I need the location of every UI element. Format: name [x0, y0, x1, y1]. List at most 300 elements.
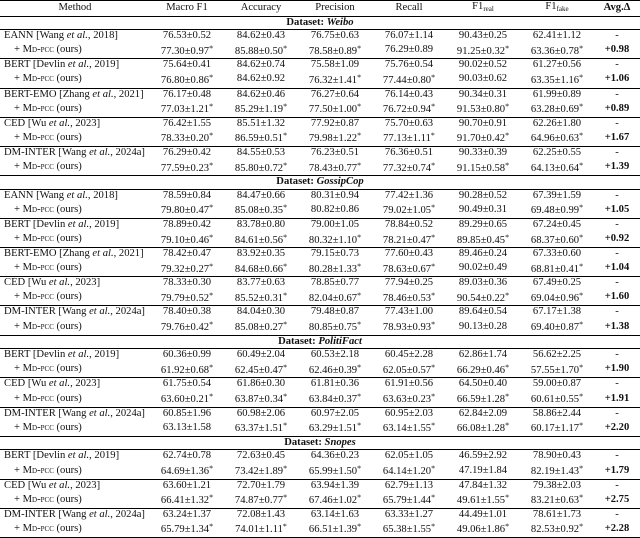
- value-cell: [372, 391, 446, 407]
- avg-delta-cell: -: [594, 146, 640, 159]
- value-cell: [150, 378, 224, 391]
- value-cell: [520, 72, 594, 88]
- value-cell: [150, 130, 224, 146]
- value-text: 84.55±0.53: [236, 146, 286, 158]
- value-text: 64.13±0.64: [530, 162, 580, 174]
- value-text: 73.42±1.89: [234, 466, 284, 477]
- method-cell: [0, 88, 150, 101]
- value-cell: [298, 218, 372, 231]
- value-text: 79.98±1.22: [308, 133, 358, 145]
- value-cell: [224, 508, 298, 521]
- dataset-prefix: Dataset:: [284, 436, 322, 448]
- value-text: 77.03±1.21: [160, 104, 210, 116]
- value-cell: [150, 117, 224, 130]
- dataset-name: Weibo: [326, 16, 354, 28]
- avg-delta-cell: -: [615, 30, 619, 42]
- method-cell: [0, 43, 150, 59]
- value-text: 78.33±0.30: [162, 277, 212, 289]
- value-cell: [298, 202, 372, 218]
- method-name: DM-INTER [Wang et al., 2024a]: [4, 508, 145, 520]
- ours-name: d-pcc: [32, 363, 54, 375]
- method-cell: [0, 463, 150, 479]
- value-cell: [446, 450, 520, 463]
- significance-star: *: [431, 320, 436, 330]
- value-cell: [298, 30, 372, 43]
- table-row-ours: [0, 362, 640, 378]
- header-precision: Precision: [298, 1, 372, 17]
- value-cell: [446, 463, 520, 479]
- value-cell: [520, 59, 594, 72]
- value-cell: [224, 521, 298, 537]
- value-text: 63.84±0.37: [308, 394, 358, 406]
- method-cell: [0, 202, 150, 218]
- method-cell: [0, 319, 150, 335]
- avg-delta-cell: -: [615, 189, 619, 201]
- value-cell: [298, 378, 372, 391]
- method-name: BERT-EMO [Zhang et al., 2021]: [4, 248, 144, 260]
- significance-star: *: [431, 203, 436, 213]
- value-text: 90.34±0.31: [458, 88, 508, 100]
- ours-suffix: (ours): [53, 131, 82, 143]
- significance-star: *: [431, 232, 436, 242]
- value-text: 58.86±2.44: [532, 407, 582, 419]
- method-cell: [0, 306, 150, 319]
- significance-star: *: [283, 392, 288, 402]
- avg-delta-cell: -: [594, 407, 640, 420]
- value-text: 60.36±0.99: [162, 349, 212, 361]
- value-text: 78.61±1.73: [532, 508, 582, 520]
- significance-star: *: [579, 464, 584, 473]
- value-cell: [298, 72, 372, 88]
- value-cell: [446, 349, 520, 362]
- value-text: 79.10±0.46: [160, 234, 210, 246]
- value-text: 65.99±1.50: [308, 466, 358, 477]
- value-text: 69.04±0.96: [530, 292, 580, 304]
- value-text: 76.75±0.63: [310, 30, 360, 42]
- method-cell: [0, 391, 150, 407]
- value-text: 60.85±1.96: [162, 407, 212, 419]
- value-text: 78.63±0.67: [382, 263, 432, 275]
- value-cell: [446, 290, 520, 306]
- value-text: 65.79±1.34: [160, 524, 210, 536]
- value-text: 72.63±0.45: [236, 450, 286, 462]
- significance-star: *: [357, 522, 362, 532]
- value-cell: [520, 146, 594, 159]
- table-row-baseline: [0, 450, 640, 463]
- value-cell: [520, 232, 594, 248]
- value-cell: [446, 521, 520, 537]
- method-cell: [0, 189, 150, 202]
- significance-star: *: [579, 362, 584, 372]
- ours-name: d-pcc: [32, 392, 54, 404]
- value-cell: [150, 521, 224, 537]
- ours-name: d-pcc: [32, 262, 54, 274]
- significance-star: *: [209, 261, 214, 271]
- value-text: 80.31±0.94: [310, 189, 360, 201]
- method-name: EANN [Wang et al., 2018]: [4, 30, 118, 42]
- value-text: 78.89±0.42: [162, 218, 212, 230]
- method-cell: [0, 117, 150, 130]
- value-text: 61.27±0.56: [532, 59, 582, 71]
- significance-star: *: [431, 290, 436, 300]
- ours-suffix: (ours): [53, 102, 82, 114]
- value-text: 78.33±0.20: [160, 133, 210, 145]
- method-cell: [0, 261, 150, 277]
- significance-star: *: [357, 72, 362, 82]
- value-cell: [224, 30, 298, 43]
- ours-suffix: (ours): [53, 233, 82, 244]
- value-cell: [224, 277, 298, 290]
- value-cell: [224, 117, 298, 130]
- value-cell: [150, 101, 224, 117]
- value-cell: [150, 450, 224, 463]
- significance-star: *: [283, 362, 288, 372]
- value-cell: [446, 202, 520, 218]
- value-cell: [446, 420, 520, 436]
- value-cell: [520, 130, 594, 146]
- value-cell: [520, 479, 594, 492]
- significance-star: *: [209, 160, 214, 170]
- value-text: 49.06±1.86: [456, 524, 506, 536]
- value-text: 63.28±0.69: [530, 104, 580, 116]
- value-cell: [520, 349, 594, 362]
- value-text: 61.91±0.56: [384, 378, 434, 390]
- value-cell: [446, 306, 520, 319]
- value-cell: [298, 117, 372, 130]
- ours-prefix: + M: [14, 203, 33, 215]
- value-text: 61.99±0.89: [532, 88, 582, 100]
- value-text: 56.62±2.25: [532, 349, 582, 361]
- significance-star: *: [283, 102, 288, 112]
- ours-suffix: (ours): [53, 262, 82, 274]
- value-cell: [224, 492, 298, 508]
- table-row-baseline: [0, 407, 640, 420]
- value-cell: [446, 248, 520, 261]
- table-row-baseline: [0, 479, 640, 492]
- value-text: 63.36±0.78: [530, 45, 580, 57]
- table-row-ours: [0, 101, 640, 117]
- value-text: 77.94±0.25: [384, 277, 434, 289]
- value-cell: [298, 407, 372, 420]
- value-cell: [224, 146, 298, 159]
- value-cell: [150, 463, 224, 479]
- value-cell: [224, 420, 298, 436]
- value-text: 66.08±1.28: [456, 423, 506, 435]
- value-text: 74.87±0.77: [234, 495, 284, 507]
- value-cell: [520, 391, 594, 407]
- significance-star: *: [357, 261, 362, 271]
- value-text: 77.50±1.00: [308, 104, 358, 116]
- value-text: 84.62±0.74: [236, 59, 286, 71]
- value-text: 76.36±0.51: [384, 146, 434, 158]
- value-cell: [372, 420, 446, 436]
- method-cell: [0, 492, 150, 508]
- value-text: 72.08±1.43: [236, 508, 286, 520]
- dataset-title: [0, 436, 640, 450]
- value-text: 62.41±1.12: [532, 30, 582, 42]
- table-row-ours: [0, 319, 640, 335]
- method-cell: [0, 521, 150, 537]
- significance-star: *: [579, 232, 584, 242]
- value-text: 82.53±0.92: [530, 524, 580, 536]
- value-cell: [520, 248, 594, 261]
- value-cell: [446, 30, 520, 43]
- significance-star: *: [579, 522, 584, 532]
- avg-delta-cell: +1.79: [604, 464, 630, 476]
- significance-star: *: [505, 131, 510, 141]
- method-name: BERT [Devlin et al., 2019]: [4, 218, 120, 230]
- value-text: 68.81±0.41: [530, 263, 580, 275]
- dataset-header-row: [0, 436, 640, 450]
- value-text: 62.05±1.05: [384, 450, 434, 462]
- significance-star: *: [283, 261, 288, 271]
- value-cell: [446, 189, 520, 202]
- value-cell: [150, 189, 224, 202]
- significance-star: *: [430, 131, 435, 141]
- method-name: BERT-EMO [Zhang et al., 2021]: [4, 88, 144, 100]
- table-row-ours: [0, 160, 640, 176]
- value-cell: [372, 248, 446, 261]
- header-method: Method: [0, 1, 150, 17]
- ours-name: d-pcc: [32, 320, 54, 332]
- value-cell: [372, 463, 446, 479]
- value-text: 62.86±1.74: [458, 349, 508, 361]
- avg-delta-cell: +1.39: [604, 161, 630, 173]
- value-cell: [446, 232, 520, 248]
- method-cell: [0, 378, 150, 391]
- table-row-baseline: [0, 277, 640, 290]
- value-text: 79.48±0.87: [310, 306, 360, 318]
- value-text: 84.68±0.66: [234, 263, 284, 275]
- value-text: 80.28±1.33: [308, 263, 358, 275]
- value-text: 66.51±1.39: [308, 524, 358, 536]
- value-text: 63.24±1.37: [162, 508, 212, 520]
- method-cell: [0, 407, 150, 420]
- table-row-ours: [0, 72, 640, 88]
- value-text: 63.13±1.58: [162, 421, 212, 433]
- value-text: 84.62±0.92: [236, 73, 286, 85]
- value-text: 76.80±0.86: [160, 74, 210, 86]
- value-cell: [446, 59, 520, 72]
- value-cell: [150, 160, 224, 176]
- table-row-ours: [0, 261, 640, 277]
- value-cell: [298, 277, 372, 290]
- value-cell: [520, 492, 594, 508]
- value-cell: [150, 492, 224, 508]
- table-row-ours: [0, 391, 640, 407]
- method-cell: [0, 290, 150, 306]
- value-cell: [298, 59, 372, 72]
- avg-delta-cell: +0.92: [604, 233, 630, 244]
- value-cell: [150, 146, 224, 159]
- significance-star: *: [579, 290, 584, 300]
- ours-name: d-pcc: [32, 102, 54, 114]
- value-text: 44.49±1.01: [458, 508, 508, 520]
- table-body: [0, 16, 640, 537]
- ours-prefix: + M: [14, 44, 33, 56]
- significance-star: *: [579, 102, 584, 112]
- value-cell: [150, 306, 224, 319]
- value-cell: [446, 277, 520, 290]
- dataset-header-row: [0, 16, 640, 30]
- avg-delta-cell: +1.60: [604, 291, 630, 303]
- value-cell: [298, 88, 372, 101]
- significance-star: *: [209, 131, 214, 141]
- value-cell: [372, 72, 446, 88]
- method-name: CED [Wu et al., 2023]: [4, 117, 101, 129]
- ours-name: d-pcc: [32, 233, 54, 244]
- value-text: 79.80±0.47: [160, 205, 210, 217]
- value-cell: [150, 479, 224, 492]
- value-text: 49.61±1.55: [456, 495, 506, 507]
- value-cell: [150, 88, 224, 101]
- method-cell: [0, 479, 150, 492]
- value-text: 64.14±1.20: [382, 466, 432, 477]
- value-text: 76.29±0.89: [384, 44, 434, 56]
- value-text: 76.29±0.42: [162, 146, 212, 158]
- method-cell: [0, 349, 150, 362]
- method-name: CED [Wu et al., 2023]: [4, 479, 101, 491]
- avg-delta-cell: +1.90: [604, 363, 630, 375]
- significance-star: *: [357, 493, 362, 503]
- table-row-baseline: [0, 146, 640, 159]
- value-cell: [224, 407, 298, 420]
- value-cell: [520, 43, 594, 59]
- value-cell: [446, 508, 520, 521]
- value-text: 83.78±0.80: [236, 218, 286, 230]
- ours-suffix: (ours): [53, 73, 82, 85]
- value-text: 85.88±0.50: [234, 45, 284, 57]
- value-cell: [224, 218, 298, 231]
- value-text: 91.15±0.58: [456, 162, 506, 174]
- value-text: 90.43±0.25: [458, 30, 508, 42]
- value-text: 78.59±0.84: [162, 189, 212, 201]
- value-text: 78.93±0.93: [382, 322, 432, 334]
- method-name: DM-INTER [Wang et al., 2024a]: [4, 146, 145, 158]
- value-text: 63.35±1.16: [530, 74, 580, 86]
- value-cell: [520, 463, 594, 479]
- value-cell: [372, 261, 446, 277]
- method-cell: [0, 420, 150, 436]
- avg-delta-cell: -: [594, 248, 640, 261]
- value-text: 47.84±1.32: [458, 479, 508, 491]
- value-cell: [224, 479, 298, 492]
- value-text: 61.75±0.54: [162, 378, 212, 390]
- value-cell: [520, 30, 594, 43]
- value-cell: [446, 407, 520, 420]
- value-cell: [224, 88, 298, 101]
- value-text: 90.70±0.91: [458, 117, 508, 129]
- value-text: 74.01±1.11: [235, 524, 283, 536]
- significance-star: *: [283, 421, 288, 431]
- value-text: 60.95±2.03: [384, 407, 434, 419]
- avg-delta-cell: +2.75: [604, 493, 630, 505]
- avg-delta-cell: +1.38: [604, 320, 630, 332]
- value-cell: [446, 378, 520, 391]
- ours-suffix: (ours): [53, 392, 82, 404]
- table-row-ours: [0, 492, 640, 508]
- table-row-baseline: [0, 59, 640, 72]
- value-text: 80.32±1.10: [308, 234, 358, 246]
- value-cell: [224, 232, 298, 248]
- significance-star: *: [357, 160, 362, 170]
- value-text: 59.00±0.87: [532, 378, 582, 390]
- value-cell: [372, 290, 446, 306]
- dataset-name: Snopes: [324, 436, 356, 448]
- significance-star: *: [283, 320, 288, 330]
- ours-suffix: (ours): [53, 44, 82, 56]
- value-text: 80.82±0.86: [310, 203, 360, 215]
- value-cell: [446, 261, 520, 277]
- value-text: 82.19±1.43: [530, 466, 580, 477]
- value-text: 62.84±2.09: [458, 407, 508, 419]
- value-text: 84.62±0.46: [236, 88, 286, 100]
- value-cell: [298, 362, 372, 378]
- header-macro-f1: Macro F1: [150, 1, 224, 17]
- table-row-baseline: [0, 30, 640, 43]
- significance-star: *: [209, 72, 214, 82]
- value-cell: [520, 277, 594, 290]
- value-cell: [298, 306, 372, 319]
- table-row-ours: [0, 463, 640, 479]
- method-name: DM-INTER [Wang et al., 2024a]: [4, 407, 145, 419]
- significance-star: *: [431, 421, 436, 431]
- value-cell: [520, 521, 594, 537]
- value-text: 63.37±1.51: [234, 423, 284, 435]
- method-cell: [0, 508, 150, 521]
- value-cell: [150, 508, 224, 521]
- table-row-ours: [0, 202, 640, 218]
- ours-suffix: (ours): [53, 203, 82, 215]
- value-text: 90.33±0.39: [458, 146, 508, 158]
- value-cell: [150, 202, 224, 218]
- value-text: 85.80±0.72: [234, 162, 284, 174]
- significance-star: *: [431, 362, 436, 372]
- value-text: 62.74±0.78: [162, 450, 212, 462]
- value-text: 80.85±0.75: [308, 322, 358, 334]
- method-cell: [0, 146, 150, 159]
- value-cell: [298, 391, 372, 407]
- ours-prefix: + M: [14, 392, 33, 404]
- ours-prefix: + M: [14, 464, 33, 476]
- ours-suffix: (ours): [53, 320, 82, 332]
- significance-star: *: [209, 43, 214, 53]
- value-text: 60.61±0.55: [530, 394, 580, 406]
- value-text: 67.49±0.25: [532, 277, 582, 289]
- value-cell: [372, 407, 446, 420]
- value-cell: [224, 463, 298, 479]
- value-text: 90.03±0.62: [458, 73, 508, 85]
- method-cell: [0, 101, 150, 117]
- value-cell: [224, 378, 298, 391]
- value-text: 76.23±0.51: [310, 146, 360, 158]
- value-text: 76.53±0.52: [162, 30, 212, 42]
- value-cell: [150, 30, 224, 43]
- value-text: 76.17±0.48: [162, 88, 212, 100]
- value-cell: [224, 261, 298, 277]
- value-text: 77.30±0.97: [160, 45, 210, 57]
- significance-star: *: [209, 290, 214, 300]
- significance-star: *: [431, 72, 436, 82]
- ours-suffix: (ours): [53, 421, 82, 433]
- significance-star: *: [209, 102, 214, 112]
- value-text: 64.96±0.63: [530, 133, 580, 145]
- value-cell: [520, 160, 594, 176]
- value-cell: [372, 146, 446, 159]
- value-text: 69.40±0.87: [530, 322, 580, 334]
- value-cell: [298, 43, 372, 59]
- value-cell: [446, 479, 520, 492]
